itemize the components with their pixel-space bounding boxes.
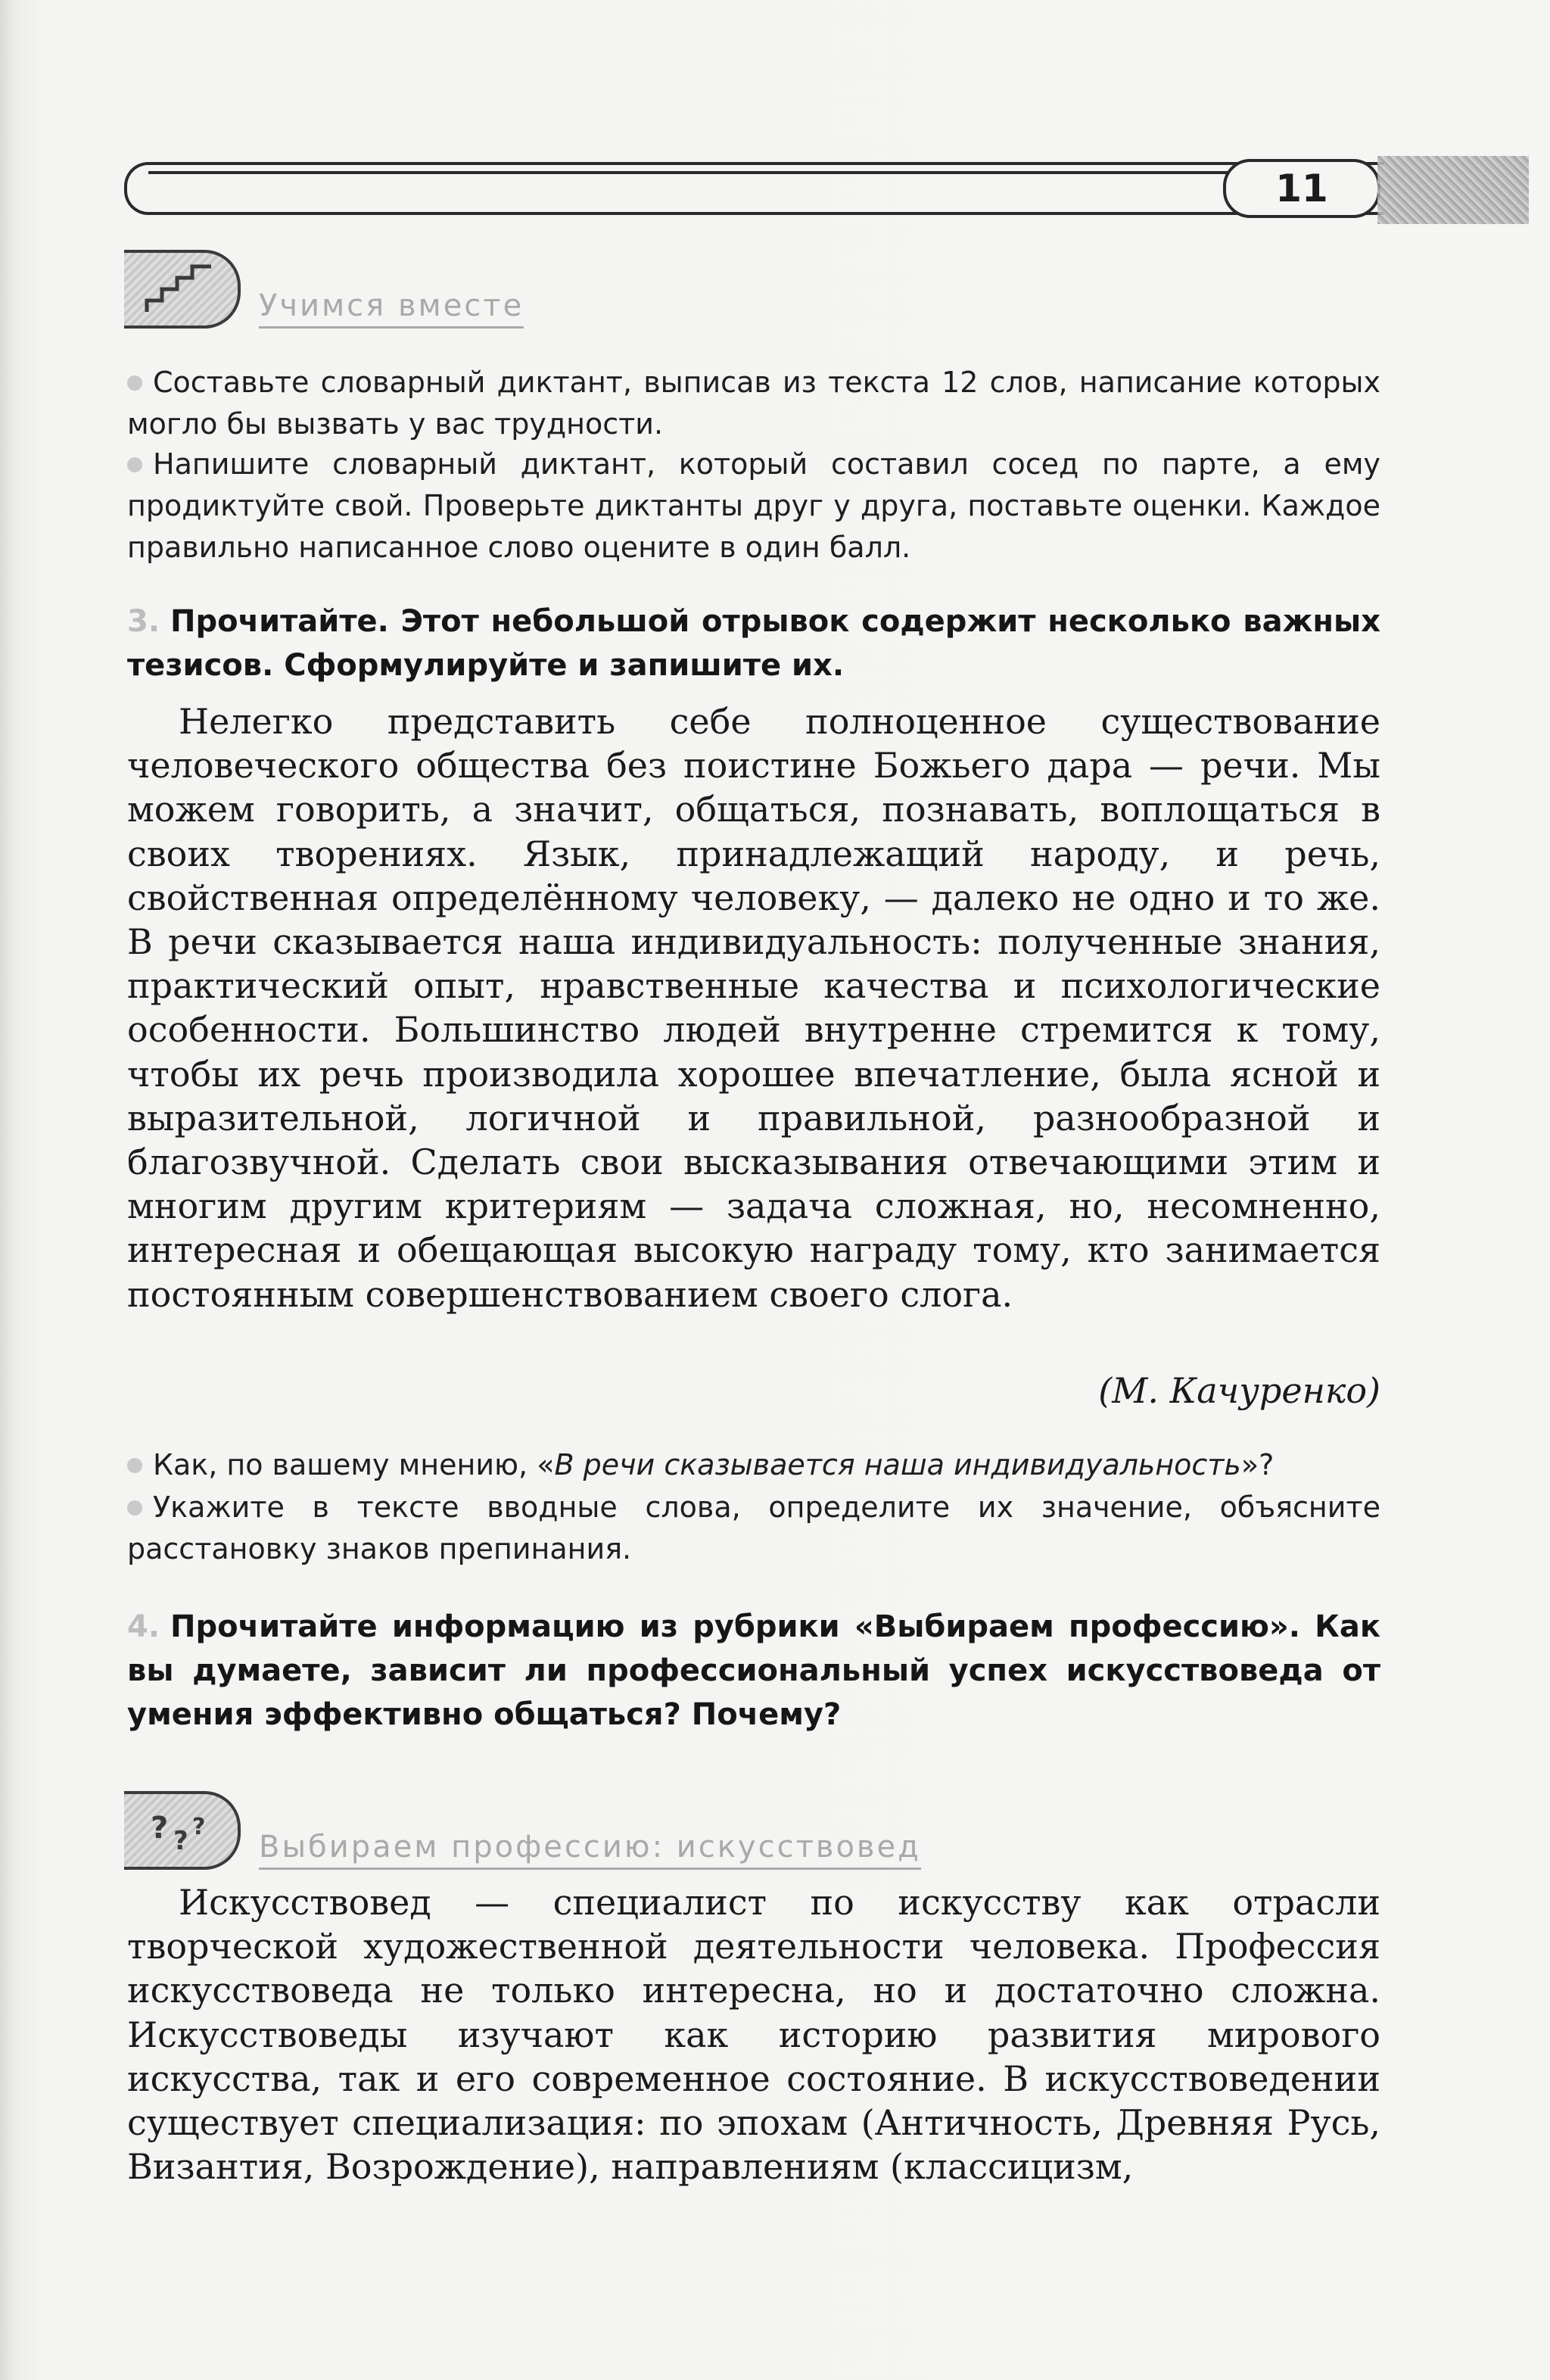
svg-text:?: ? (173, 1826, 188, 1856)
question-marks-icon (124, 1791, 241, 1870)
header-texture-decoration (1377, 156, 1529, 224)
rubric-learn-together (124, 250, 524, 329)
task-text: Прочитайте. Этот небольшой отрывок содержит несколько важных тезисов. Сформулируйте и запишите их. (127, 604, 1380, 683)
stairs-icon-graphic (143, 263, 219, 316)
bullet-icon (127, 1500, 142, 1516)
learn-item-text: Напишите словарный диктант, который составил сосед по парте, а ему продиктуйте свой. Проверьте диктанты друг у друга, поставьте оценки. Каждое правильно написанное слово оцените в один балл. (127, 447, 1380, 564)
bullet-icon (127, 457, 142, 472)
learn-item (127, 444, 1380, 569)
question-marks-icon-graphic (143, 1804, 219, 1857)
question-prefix: Как, по вашему мнению, « (153, 1448, 555, 1481)
page-number: 11 (1223, 159, 1380, 218)
page-header-rule (148, 171, 1229, 174)
learn-item-text: Составьте словарный диктант, выписав из текста 12 слов, написание которых могло бы вызвать у вас трудности. (127, 366, 1380, 441)
rubric-title: Учимся вместе (259, 288, 524, 329)
bullet-icon (127, 375, 142, 391)
svg-text:?: ? (151, 1811, 169, 1846)
excerpt-author: (М. Качуренко) (1098, 1370, 1380, 1411)
question-2 (127, 1487, 1380, 1570)
question-suffix: »? (1240, 1448, 1275, 1481)
stairs-icon (124, 250, 241, 329)
rubric-title: Выбираем профессию: искусствовед (259, 1830, 921, 1870)
task-3 (127, 600, 1380, 687)
learn-item (127, 362, 1380, 445)
question-text: Укажите в тексте вводные слова, определите их значение, объясните расстановку знаков препинания. (127, 1491, 1380, 1565)
task-text: Прочитайте информацию из рубрики «Выбираем профессию». Как вы думаете, зависит ли профессиональный успех искусствоведа от умения эффективно общаться? Почему? (127, 1609, 1380, 1732)
question-quote: В речи сказывается наша индивидуальность (554, 1448, 1241, 1481)
rubric-choose-profession (124, 1791, 921, 1870)
svg-text:?: ? (192, 1814, 206, 1840)
question-1 (127, 1444, 1380, 1486)
task-number: 3. (127, 604, 160, 639)
page-header-frame (124, 162, 1383, 215)
profession-text: Искусствовед — специалист по искусству как отрасли творческой художественной деятельности человека. Профессия искусствоведа не только интересна, но и достаточно сложна. Искусствоведы изучают как историю развития мирового искусства, так и его современное состояние. В искусствоведении существует специализация: по эпохам (Античность, Древняя Русь, Византия, Возрождение), направлениям (классицизм, (127, 1882, 1380, 2188)
task-4 (127, 1605, 1380, 1737)
excerpt-text: Нелегко представить себе полноценное существование человеческого общества без поистине Божьего дара — речи. Мы можем говорить, а значит, общаться, познавать, воплощаться в своих творениях. Язык, принадлежащий народу, и речь, свойственная определённому человеку, — далеко не одно и то же. В речи сказывается наша индивидуальность: полученные знания, практический опыт, нравственные качества и психологические особенности. Большинство людей внутренне стремится к тому, чтобы их речь производила хорошее впечатление, была ясной и выразительной, логичной и правильной, разнообразной и благозвучной. Сделать свои высказывания отвечающими этим и многим другим критериям — задача сложная, но, несомненно, интересная и обещающая высокую награду тому, кто занимается постоянным совершенствованием своего слога. (127, 701, 1380, 1315)
task-number: 4. (127, 1609, 160, 1644)
bullet-icon (127, 1458, 142, 1473)
